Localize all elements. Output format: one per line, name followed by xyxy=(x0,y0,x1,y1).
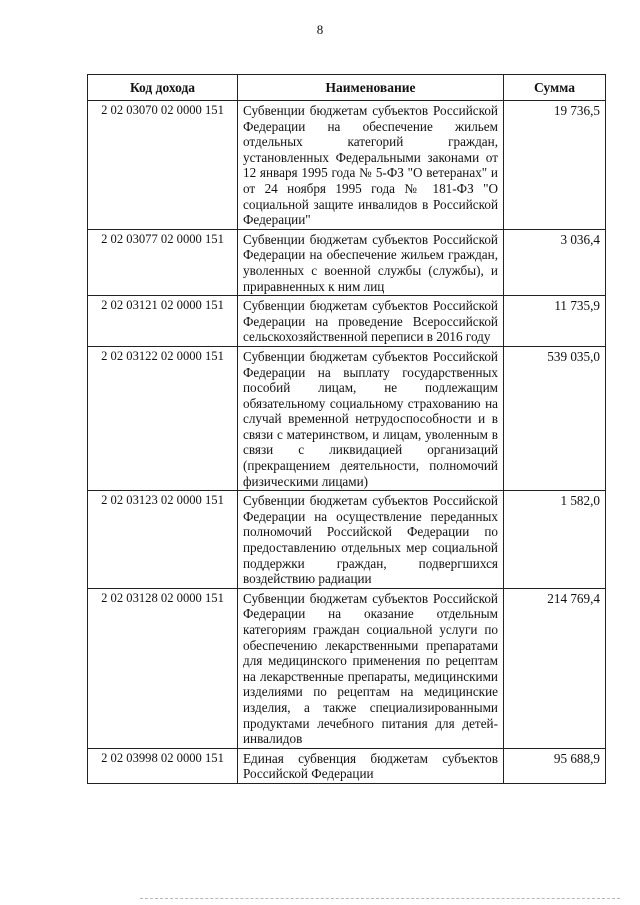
income-code-cell: 2 02 03121 02 0000 151 xyxy=(88,296,238,347)
table-row xyxy=(88,101,606,230)
income-code-cell: 2 02 03998 02 0000 151 xyxy=(88,748,238,783)
header-name: Наименование xyxy=(238,75,504,101)
income-code-cell: 2 02 03077 02 0000 151 xyxy=(88,229,238,295)
scan-edge-marks xyxy=(140,898,620,902)
table-header-row xyxy=(88,75,606,101)
name-cell: Субвенции бюджетам субъектов Российской Федерации на оказание отдельным категориям граждан социальной услуги по обеспечению лекарственными препаратами для медицинского применения по рецептам на лекарственные препараты, медицинскими изделиями по рецептам на медицинские изделия, а также специализированными продуктами лечебного питания для детей-инвалидов xyxy=(238,588,504,748)
name-cell: Единая субвенция бюджетам субъектов Российской Федерации xyxy=(238,748,504,783)
sum-cell: 19 736,5 xyxy=(504,101,606,230)
income-table xyxy=(87,74,606,784)
sum-cell: 214 769,4 xyxy=(504,588,606,748)
header-income-code: Код дохода xyxy=(88,75,238,101)
name-cell: Субвенции бюджетам субъектов Российской Федерации на выплату государственных пособий лицам, не подлежащим обязательному социальному страхованию на случай временной нетрудоспособности и в связи с материнством, и лицам, уволенным в связи с ликвидацией организаций (прекращением деятельности, полномочий физическими лицами) xyxy=(238,346,504,490)
header-sum: Сумма xyxy=(504,75,606,101)
table-row xyxy=(88,748,606,783)
table-row xyxy=(88,588,606,748)
name-cell: Субвенции бюджетам субъектов Российской Федерации на проведение Всероссийской сельскохозяйственной переписи в 2016 году xyxy=(238,296,504,347)
income-code-cell: 2 02 03070 02 0000 151 xyxy=(88,101,238,230)
table-row xyxy=(88,229,606,295)
sum-cell: 3 036,4 xyxy=(504,229,606,295)
name-cell: Субвенции бюджетам субъектов Российской Федерации на обеспечение жильем граждан, уволенных с военной службы (службы), и приравненных к ним лиц xyxy=(238,229,504,295)
income-code-cell: 2 02 03128 02 0000 151 xyxy=(88,588,238,748)
table-row xyxy=(88,491,606,589)
name-cell: Субвенции бюджетам субъектов Российской Федерации на обеспечение жильем отдельных категорий граждан, установленных Федеральными законами от 12 января 1995 года № 5-ФЗ "О ветеранах" и от 24 ноября 1995 года № 181-ФЗ "О социальной защите инвалидов в Российской Федерации" xyxy=(238,101,504,230)
page-number: 8 xyxy=(316,22,324,37)
table-row xyxy=(88,296,606,347)
sum-cell: 1 582,0 xyxy=(504,491,606,589)
sum-cell: 11 735,9 xyxy=(504,296,606,347)
income-code-cell: 2 02 03122 02 0000 151 xyxy=(88,346,238,490)
income-code-cell: 2 02 03123 02 0000 151 xyxy=(88,491,238,589)
sum-cell: 95 688,9 xyxy=(504,748,606,783)
name-cell: Субвенции бюджетам субъектов Российской Федерации на осуществление переданных полномочий Российской Федерации по предоставлению отдельных мер социальной поддержки граждан, подвергшихся воздействию радиации xyxy=(238,491,504,589)
table-row xyxy=(88,346,606,490)
sum-cell: 539 035,0 xyxy=(504,346,606,490)
